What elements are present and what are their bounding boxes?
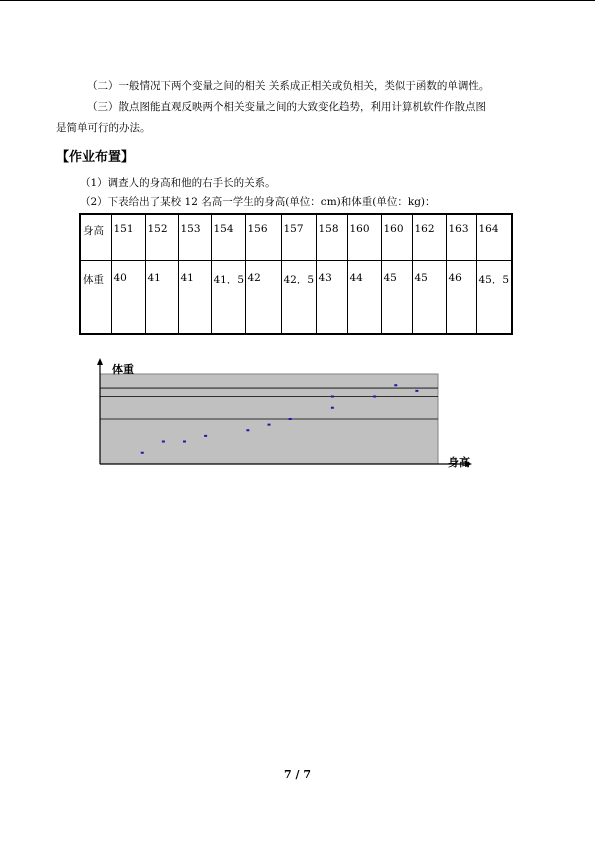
table-cell: 45	[381, 260, 412, 334]
scatter-point	[246, 429, 249, 431]
table-cell: 44	[347, 260, 381, 334]
scatter-point	[183, 441, 186, 443]
table-cell: 163	[446, 214, 476, 260]
table-cell: 153	[178, 214, 211, 260]
row-label-height: 身高	[80, 214, 111, 260]
table-cell: 41	[178, 260, 211, 334]
scatter-point	[204, 435, 207, 437]
scatter-point	[162, 441, 165, 443]
scatter-point	[331, 396, 334, 398]
table-cell: 41．5	[211, 260, 245, 334]
table-cell: 41	[145, 260, 178, 334]
top-rule	[0, 0, 595, 1]
section-heading: 【作业布置】	[56, 150, 135, 165]
table-cell: 162	[412, 214, 446, 260]
task-1: （1）调查人的身高和他的右手长的关系。	[80, 177, 276, 189]
table-cell: 157	[281, 214, 316, 260]
scatter-point	[373, 396, 376, 398]
table-cell: 158	[316, 214, 347, 260]
table-cell: 154	[211, 214, 245, 260]
scatter-point	[289, 418, 292, 420]
table-cell: 152	[145, 214, 178, 260]
table-cell: 160	[381, 214, 412, 260]
table-row-height	[80, 214, 512, 260]
y-axis-arrow-icon	[97, 358, 103, 365]
paragraph-scatter-line1: （三）散点图能直观反映两个相关变量之间的大致变化趋势，利用计算机软件作散点图	[87, 101, 486, 113]
table-cell: 160	[347, 214, 381, 260]
page-number: 7 / 7	[284, 768, 311, 781]
row-label-weight: 体重	[80, 260, 111, 334]
table-cell: 40	[111, 260, 145, 334]
scatter-point	[331, 407, 334, 409]
table-cell: 43	[316, 260, 347, 334]
task-2: （2）下表给出了某校 12 名高一学生的身高(单位：cm)和体重(单位：kg)：	[80, 196, 436, 208]
table-cell: 164	[476, 214, 512, 260]
x-axis-label: 身高	[448, 456, 470, 469]
paragraph-correlation-type: （二）一般情况下两个变量之间的相关 关系成正相关或负相关，类似于函数的单调性。	[87, 80, 490, 92]
table-cell: 156	[245, 214, 281, 260]
y-axis-label: 体重	[112, 363, 134, 376]
scatter-point	[141, 452, 144, 454]
table-cell: 42	[245, 260, 281, 334]
table-cell: 45．5	[476, 260, 512, 334]
table-cell: 46	[446, 260, 476, 334]
table-row-weight	[80, 260, 512, 334]
table-cell: 151	[111, 214, 145, 260]
scatter-chart	[80, 358, 480, 480]
table-cell: 42．5	[281, 260, 316, 334]
paragraph-scatter-line2: 是简单可行的办法。	[56, 122, 151, 134]
height-weight-table	[79, 213, 513, 335]
table-cell: 45	[412, 260, 446, 334]
scatter-point	[415, 390, 418, 392]
scatter-point	[394, 384, 397, 386]
scatter-point	[268, 424, 271, 426]
